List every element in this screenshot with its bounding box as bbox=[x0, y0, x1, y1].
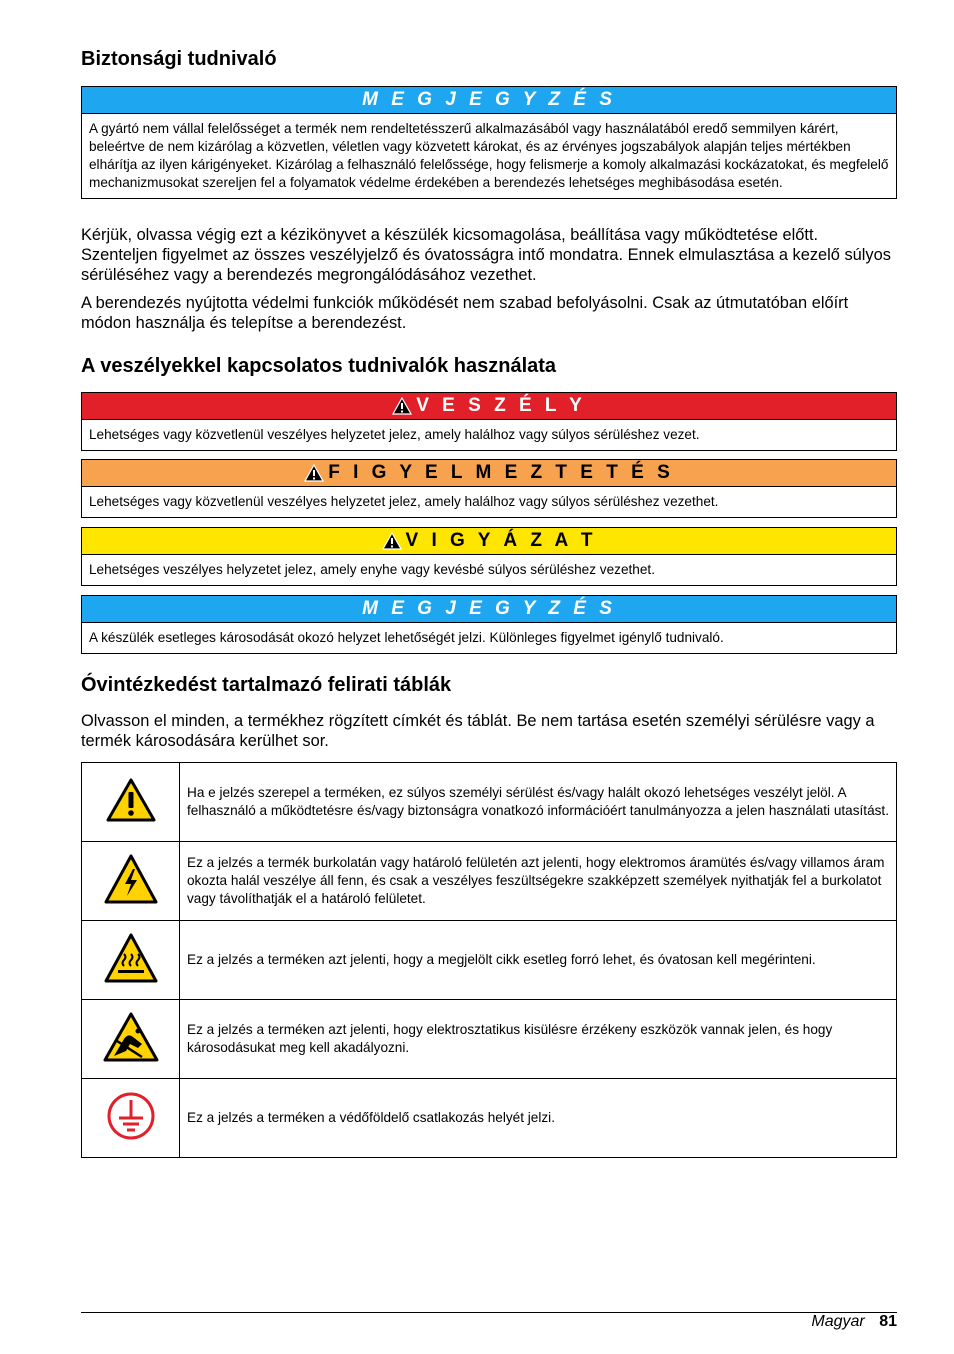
warning-header bbox=[82, 460, 896, 487]
symbol-description: Ha e jelzés szerepel a terméken, ez súlyos személyi sérülést és/vagy halált okozó lehetséges veszélyt jelöl. A felhasználó a működtetésre és/vagy biztonságra vonatkozó információért tanulmányozza a jelen használati utasítást. bbox=[180, 763, 897, 842]
warning-triangle-icon bbox=[392, 397, 412, 415]
labels-paragraph: Olvasson el minden, a termékhez rögzített címkét és táblát. Be nem tartása esetén személyi sérülésre vagy a termék károsodására kerülhet sor. bbox=[81, 712, 875, 750]
page-footer bbox=[811, 1312, 897, 1332]
symbol-cell bbox=[82, 921, 180, 1000]
symbol-cell bbox=[82, 1079, 180, 1158]
section-heading-safety: Biztonsági tudnivaló bbox=[81, 48, 277, 70]
protection-paragraph: A berendezés nyújtotta védelmi funkciók működését nem szabad befolyásolni. Csak az útmutatóban előírt módon használja és telepítse a berendezést. bbox=[81, 294, 849, 332]
table-row bbox=[82, 921, 897, 1000]
page-number: 81 bbox=[879, 1313, 897, 1330]
warning-triangle-icon bbox=[304, 464, 324, 482]
electrical-shock-icon bbox=[103, 853, 159, 905]
footer-language: Magyar bbox=[811, 1313, 865, 1330]
warning-text: Lehetséges vagy közvetlenül veszélyes helyzetet jelez, amely halálhoz vagy súlyos sérüléshez vezethet. bbox=[89, 494, 719, 509]
note-header: M E G J E G Y Z É S bbox=[82, 596, 896, 623]
table-row bbox=[82, 1000, 897, 1079]
warning-box bbox=[81, 459, 897, 518]
symbol-description: Ez a jelzés a terméken azt jelenti, hogy elektrosztatikus kisülésre érzékeny eszközök vannak jelen, és hogy károsodásukat meg kell akadályozni. bbox=[180, 1000, 897, 1079]
caution-label: V I G Y Á Z A T bbox=[405, 530, 597, 551]
table-row bbox=[82, 842, 897, 921]
danger-box bbox=[81, 392, 897, 451]
section-heading-labels: Óvintézkedést tartalmazó felirati táblák bbox=[81, 674, 452, 696]
hot-surface-icon bbox=[103, 932, 159, 984]
caution-header bbox=[82, 528, 896, 555]
warning-label: F I G Y E L M E Z T E T É S bbox=[328, 462, 674, 483]
warning-triangle-icon bbox=[382, 532, 402, 550]
note-box bbox=[81, 595, 897, 654]
symbol-cell bbox=[82, 763, 180, 842]
danger-label: V E S Z É L Y bbox=[416, 395, 586, 416]
symbol-cell bbox=[82, 842, 180, 921]
danger-header bbox=[82, 393, 896, 420]
esd-icon bbox=[102, 1011, 160, 1063]
symbol-cell bbox=[82, 1000, 180, 1079]
note-text: A gyártó nem vállal felelősséget a termék nem rendeltetésszerű alkalmazásából vagy használatából eredő semmilyen kárért, beleértve de nem kizárólag a közvetlen, véletlen vagy közvetett károkat, és az érvényes jogszabályok alapján teljes mértékben elhárítja az ilyen kárigényeket. Kizárólag a felhasználó felelőssége, hogy felismerje a komoly alkalmazási kockázatokat, és megfelelő mechanizmusokat szereljen fel a folyamatok védelme érdekében a berendezés lehetséges meghibásodása esetén. bbox=[89, 121, 889, 190]
protective-earth-icon bbox=[106, 1091, 156, 1141]
symbols-table bbox=[81, 762, 897, 1158]
caution-box bbox=[81, 527, 897, 586]
caution-text: Lehetséges veszélyes helyzetet jelez, amely enyhe vagy kevésbé súlyos sérüléshez vezethet. bbox=[89, 562, 655, 577]
section-heading-hazard-info: A veszélyekkel kapcsolatos tudnivalók használata bbox=[81, 355, 557, 377]
general-warning-icon bbox=[105, 777, 157, 823]
table-row bbox=[82, 1079, 897, 1158]
footer-divider bbox=[81, 1312, 897, 1313]
symbol-description: Ez a jelzés a terméken a védőföldelő csatlakozás helyét jelzi. bbox=[180, 1079, 897, 1158]
intro-paragraph: Kérjük, olvassa végig ezt a kézikönyvet a készülék kicsomagolása, beállítása vagy működtetése előtt. Szenteljen figyelmet az összes veszélyjelző és óvatosságra intő mondatra. Ennek elmulasztása a kezelő súlyos sérüléséhez vagy a berendezés megrongálódásához vezethet. bbox=[81, 226, 891, 284]
table-row bbox=[82, 763, 897, 842]
symbol-description: Ez a jelzés a terméken azt jelenti, hogy a megjelölt cikk esetleg forró lehet, és óvatosan kell megérinteni. bbox=[180, 921, 897, 1000]
danger-text: Lehetséges vagy közvetlenül veszélyes helyzetet jelez, amely halálhoz vagy súlyos sérüléshez vezet. bbox=[89, 427, 700, 442]
symbol-description: Ez a jelzés a termék burkolatán vagy határoló felületén azt jelenti, hogy elektromos áramütés és/vagy villamos áram okozta halál veszélye áll fenn, és csak a veszélyes feszültségekre szakképzett személyek nyithatják fel a burkolatot vagy távolíthatják el a határoló felületet. bbox=[180, 842, 897, 921]
note-text: A készülék esetleges károsodását okozó helyzet lehetőségét jelzi. Különleges figyelmet igénylő tudnivaló. bbox=[89, 630, 724, 645]
note-box-disclaimer bbox=[81, 86, 897, 199]
note-header: M E G J E G Y Z É S bbox=[82, 87, 896, 114]
